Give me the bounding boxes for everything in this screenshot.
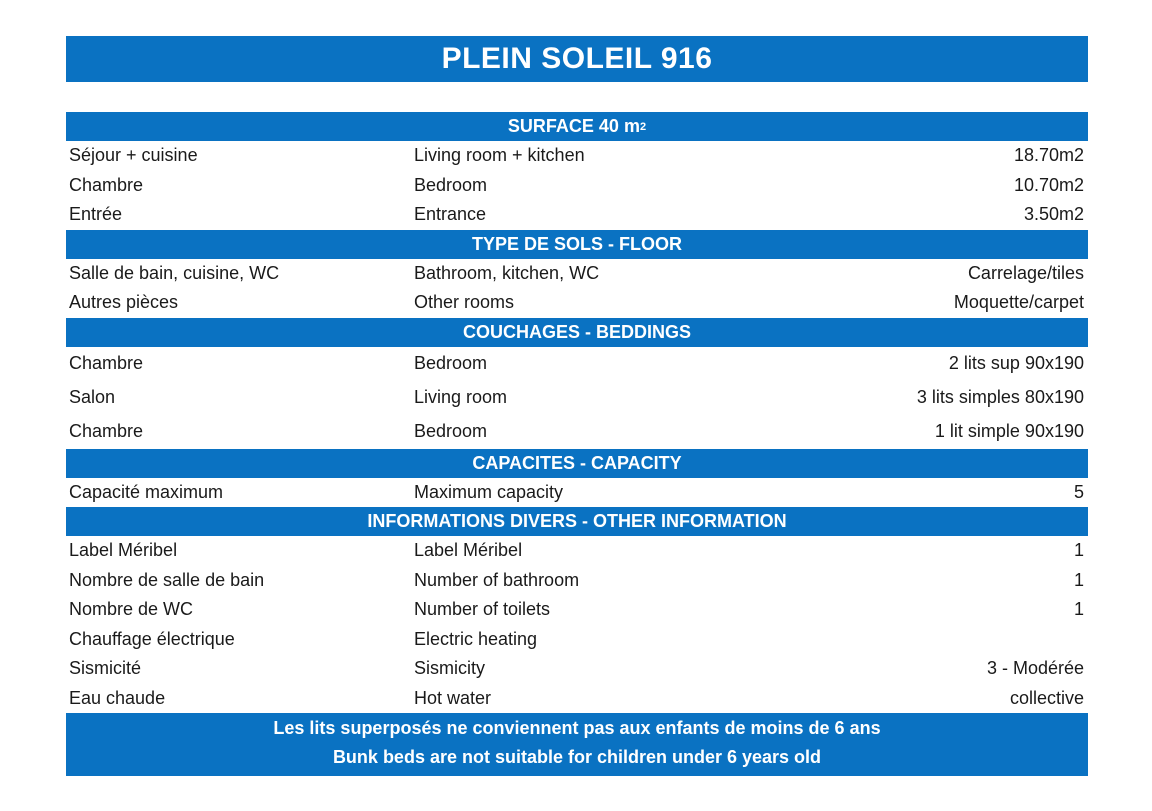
row-value: 1 [1073,569,1084,590]
row-label-fr: Chambre [69,174,144,195]
surface-heading-superscript: 2 [639,120,647,133]
row-label-en: Living room [414,387,508,407]
row-label-en: Hot water [414,687,492,708]
row-label-fr: Nombre de WC [69,599,194,620]
row-value: 18.70m2 [1013,145,1084,166]
row-label-fr: Salle de bain, cuisine, WC [69,262,280,283]
row-label-fr: Chambre [69,421,144,441]
row-value: Moquette/carpet [953,292,1084,313]
warning-text-en: Bunk beds are not suitable for children under 6 years old [332,747,822,767]
table-row [66,536,1088,566]
row-label-en: Label Méribel [414,540,523,561]
row-value: Carrelage/tiles [967,262,1084,283]
page-title: PLEIN SOLEIL 916 [66,36,1088,82]
table-row [66,259,1088,289]
row-label-fr: Label Méribel [69,540,178,561]
row-label-en: Living room + kitchen [414,145,585,166]
section-heading-floor: TYPE DE SOLS - FLOOR [66,230,1088,259]
section-heading-surface [66,112,1088,141]
row-value: 5 [1073,481,1084,502]
row-label-en: Bedroom [414,353,488,373]
row-label-fr: Capacité maximum [69,481,224,502]
table-row [66,171,1088,201]
row-label-en: Bedroom [414,174,488,195]
row-value: 1 lit simple 90x190 [934,421,1084,441]
row-label-fr: Séjour + cuisine [69,145,198,166]
row-value: 1 [1073,540,1084,561]
table-row [66,566,1088,596]
row-label-fr: Chauffage électrique [69,628,235,649]
row-label-fr: Salon [69,387,116,407]
row-label-en: Other rooms [414,292,515,313]
table-row [66,200,1088,230]
row-label-en: Electric heating [414,628,538,649]
row-value: 3 - Modérée [986,658,1084,679]
table-row [66,654,1088,684]
table-row [66,478,1088,508]
row-value: 10.70m2 [1013,174,1084,195]
row-label-en: Bathroom, kitchen, WC [414,262,600,283]
row-label-fr: Nombre de salle de bain [69,569,265,590]
table-row [66,684,1088,714]
row-label-en: Sismicity [414,658,485,679]
section-heading-capacity: CAPACITES - CAPACITY [66,449,1088,478]
row-value: 3 lits simples 80x190 [916,387,1084,407]
row-label-en: Maximum capacity [414,481,564,502]
table-row [66,347,1088,381]
row-value: 2 lits sup 90x190 [948,353,1084,373]
row-label-en: Number of bathroom [414,569,580,590]
row-label-en: Number of toilets [414,599,551,620]
warning-banner [66,713,1088,776]
row-label-fr: Chambre [69,353,144,373]
table-row [66,141,1088,171]
row-value: collective [1009,687,1084,708]
table-row [66,625,1088,655]
section-heading-beddings: COUCHAGES - BEDDINGS [66,318,1088,347]
section-heading-other-information: INFORMATIONS DIVERS - OTHER INFORMATION [66,507,1088,536]
row-label-fr: Eau chaude [69,687,166,708]
row-label-en: Entrance [414,204,487,225]
row-value: 1 [1073,599,1084,620]
row-label-en: Bedroom [414,421,488,441]
table-row [66,415,1088,449]
row-label-fr: Autres pièces [69,292,179,313]
table-row [66,595,1088,625]
row-label-fr: Sismicité [69,658,142,679]
table-row [66,381,1088,415]
surface-heading-text: SURFACE 40 m [507,116,640,136]
property-sheet [66,36,1088,776]
row-label-fr: Entrée [69,204,123,225]
row-value: 3.50m2 [1023,204,1084,225]
warning-text-fr: Les lits superposés ne conviennent pas aux enfants de moins de 6 ans [273,718,881,738]
table-row [66,288,1088,318]
